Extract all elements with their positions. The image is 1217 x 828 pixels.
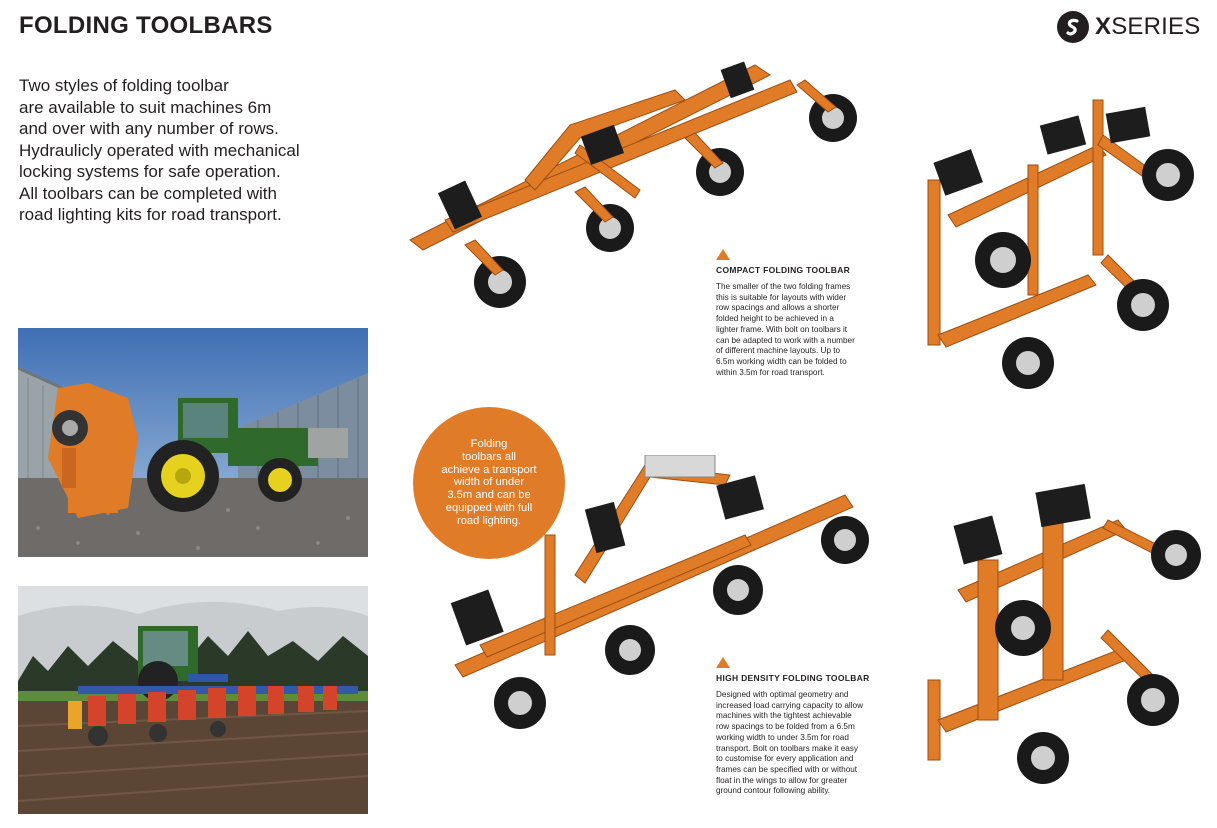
high-density-line: increased load carrying capacity to allow [716,700,863,710]
compact-toolbar-extended-image [405,50,870,320]
intro-line: All toolbars can be completed with [19,183,277,203]
high-density-line: to customise for every application and [716,754,854,764]
bubble-line: equipped with full [445,501,533,514]
brand-prefix: X [1095,13,1112,40]
high-density-line: row spacings to be folded from a 6.5m [716,722,855,732]
compact-line: The smaller of the two folding frames [716,282,851,291]
high-density-line: Designed with optimal geometry and [716,690,849,699]
high-density-title: HIGH DENSITY FOLDING TOOLBAR [716,673,870,683]
bubble-line: road lighting. [456,514,522,527]
compact-line: this is suitable for layouts with wider [716,292,847,302]
intro-line: locking systems for safe operation. [19,162,281,181]
section-marker-icon [716,249,730,260]
high-density-line: ground contour following ability. [716,786,831,796]
high-density-line: working width to under 3.5m for road [716,732,849,742]
compact-line: of different machine layouts. Up to [716,346,841,356]
bubble-line: width of under [453,476,525,489]
compact-line: folded height to be achieved in a [716,314,834,324]
high-density-toolbar-folded-image [918,480,1208,790]
s-logo-icon [1057,11,1089,43]
brand-wordmark [1095,13,1200,41]
compact-line: lighter frame. With bolt on toolbars it [716,324,848,334]
bubble-line: Folding [470,438,508,450]
bubble-line: toolbars all [461,450,517,463]
bubble-line: 3.5m and can be [447,489,531,502]
compact-title: COMPACT FOLDING TOOLBAR [716,265,851,275]
tractor-yard-photo [18,328,368,557]
section-marker-icon [716,657,730,668]
intro-line: are available to suit machines 6m [19,97,272,117]
bubble-line: achieve a transport [441,463,537,476]
compact-line: can be adapted to work with a number [716,335,855,345]
high-density-line: frames can be specified with or without [716,764,858,774]
planter-field-photo [18,586,368,814]
intro-paragraph [19,75,379,226]
intro-line: Two styles of folding toolbar [19,76,229,95]
compact-line: 6.5m working width can be folded to [716,356,847,366]
high-density-line: machines with the tightest achievable [716,711,852,721]
compact-description [716,282,855,378]
compact-line: within 3.5m for road transport. [716,367,825,377]
high-density-line: float in the wings to allow for greater [716,775,848,785]
compact-line: row spacings and allows a shorter [716,303,840,313]
brand-logo [1057,11,1200,43]
high-density-line: transport. Bolt on toolbars make it easy [716,743,858,753]
intro-line: Hydraulicly operated with mechanical [19,140,300,160]
page-title: FOLDING TOOLBARS [19,12,273,39]
intro-line: road lighting kits for road transport. [19,205,282,224]
intro-line: and over with any number of rows. [19,119,279,138]
brand-suffix: SERIES [1111,13,1201,40]
high-density-description [716,690,863,797]
compact-toolbar-folded-image [918,95,1208,400]
